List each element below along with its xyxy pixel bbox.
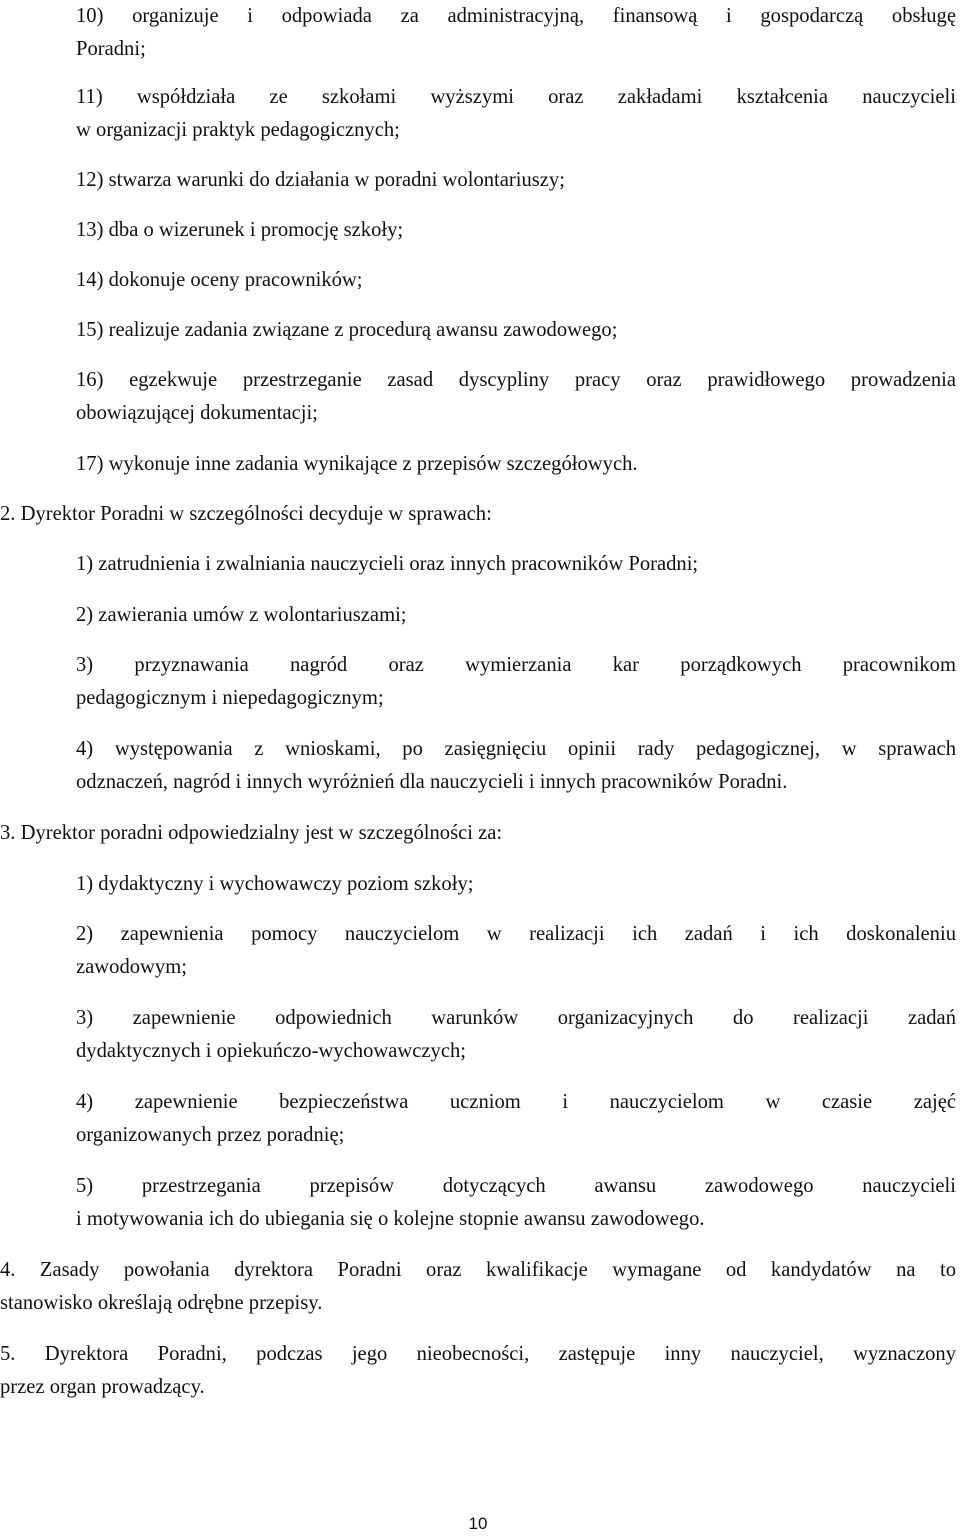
text-line: 3) zapewnienie odpowiednich warunków organizacyjnych do realizacji zadań (76, 1007, 956, 1029)
list-item-17 (76, 448, 956, 481)
text-line: i motywowania ich do ubiegania się o kolejne stopnie awansu zawodowego. (76, 1208, 705, 1230)
text-line: organizowanych przez poradnię; (76, 1124, 345, 1146)
section-2-item-3 (76, 649, 956, 715)
section-2-item-4 (76, 733, 956, 799)
list-item-13 (76, 214, 956, 247)
text-line: 11) współdziała ze szkołami wyższymi oraz zakładami kształcenia nauczycieli (76, 86, 956, 108)
text-line: 5. Dyrektora Poradni, podczas jego nieobecności, zastępuje inny nauczyciel, wyznaczony (0, 1343, 956, 1365)
text-line: 10) organizuje i odpowiada za administracyjną, finansową i gospodarczą obsługę (76, 5, 956, 27)
section-2-item-2 (76, 599, 956, 632)
section-4-paragraph (0, 1254, 956, 1320)
list-item-12 (76, 164, 956, 197)
text-line: 1) dydaktyczny i wychowawczy poziom szkoły; (76, 873, 474, 895)
list-item-15 (76, 314, 956, 347)
section-5-paragraph (0, 1338, 956, 1404)
text-line: 5) przestrzegania przepisów dotyczących awansu zawodowego nauczycieli (76, 1175, 956, 1197)
text-line: 2) zapewnienia pomocy nauczycielom w realizacji ich zadań i ich doskonaleniu (76, 923, 956, 945)
section-3-heading (0, 817, 956, 850)
text-line: stanowisko określają odrębne przepisy. (0, 1292, 323, 1314)
section-2-heading (0, 498, 956, 531)
text-line: pedagogicznym i niepedagogicznym; (76, 687, 384, 709)
text-line: przez organ prowadzący. (0, 1376, 205, 1398)
page-number: 10 (468, 1514, 488, 1533)
text-line: 12) stwarza warunki do działania w poradni wolontariuszy; (76, 169, 565, 191)
text-line: 13) dba o wizerunek i promocję szkoły; (76, 219, 404, 241)
text-line: obowiązującej dokumentacji; (76, 402, 318, 424)
text-line: zawodowym; (76, 956, 187, 978)
section-3-item-1 (76, 868, 956, 901)
text-line: odznaczeń, nagród i innych wyróżnień dla nauczycieli i innych pracowników Poradni. (76, 771, 788, 793)
section-3-item-3 (76, 1002, 956, 1068)
text-line: 2. Dyrektor Poradni w szczególności decyduje w sprawach: (0, 503, 492, 525)
text-line: 4) zapewnienie bezpieczeństwa uczniom i nauczycielom w czasie zajęć (76, 1091, 956, 1113)
text-line: 14) dokonuje oceny pracowników; (76, 269, 363, 291)
section-3-item-2 (76, 918, 956, 984)
section-3-item-5 (76, 1170, 956, 1236)
text-line: 15) realizuje zadania związane z procedurą awansu zawodowego; (76, 319, 618, 341)
text-line: 17) wykonuje inne zadania wynikające z przepisów szczegółowych. (76, 453, 638, 475)
text-line: dydaktycznych i opiekuńczo-wychowawczych; (76, 1040, 466, 1062)
text-line: Poradni; (76, 38, 146, 60)
text-line: 4) występowania z wnioskami, po zasięgnięciu opinii rady pedagogicznej, w sprawach (76, 738, 956, 760)
list-item-11 (76, 81, 956, 147)
list-item-14 (76, 264, 956, 297)
text-line: 4. Zasady powołania dyrektora Poradni oraz kwalifikacje wymagane od kandydatów na to (0, 1259, 956, 1281)
text-line: 2) zawierania umów z wolontariuszami; (76, 604, 407, 626)
text-line: 1) zatrudnienia i zwalniania nauczycieli oraz innych pracowników Poradni; (76, 553, 699, 575)
text-line: 3) przyznawania nagród oraz wymierzania kar porządkowych pracownikom (76, 654, 956, 676)
section-2-item-1 (76, 548, 956, 581)
list-item-16 (76, 364, 956, 430)
text-line: 3. Dyrektor poradni odpowiedzialny jest w szczególności za: (0, 822, 503, 844)
list-item-10 (76, 0, 956, 66)
section-3-item-4 (76, 1086, 956, 1152)
text-line: 16) egzekwuje przestrzeganie zasad dyscypliny pracy oraz prawidłowego prowadzenia (76, 369, 956, 391)
text-line: w organizacji praktyk pedagogicznych; (76, 119, 400, 141)
